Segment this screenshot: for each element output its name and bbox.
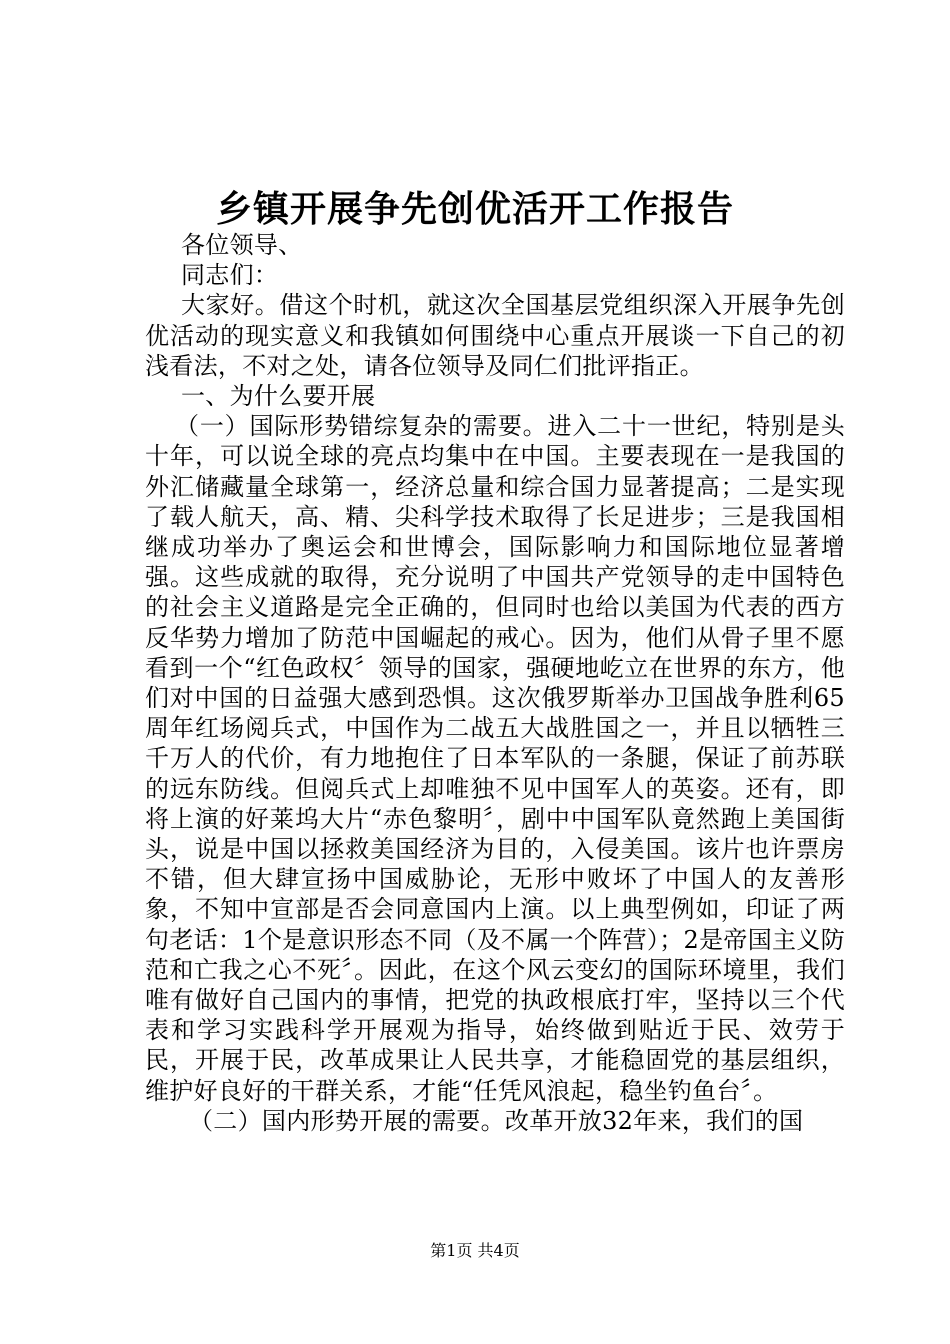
- paragraph-domestic: （二）国内形势开展的需要。改革开放32年来，我们的国: [189, 1106, 804, 1135]
- document-title: 乡镇开展争先创优活开工作报告: [215, 188, 734, 230]
- page-footer: 第1页 共4页: [430, 1241, 520, 1260]
- intro-paragraph: 大家好。借这个时机，就这次全国基层党组织深入开展争先创优活动的现实意义和我镇如何围绕中心重点开展谈一下自己的初浅看法，不对之处，请各位领导及同仁们批评指正。: [145, 291, 845, 380]
- document-body: [145, 230, 845, 1136]
- paragraph-international: （一）国际形势错综复杂的需要。进入二十一世纪，特别是头十年，可以说全球的亮点均集中在中国。主要表现在一是我国的外汇储藏量全球第一，经济总量和综合国力显著提高；二是实现了载人航天，高、精、尖科学技术取得了长足进步；三是我国相继成功举办了奥运会和世博会，国际影响力和国际地位显著增强。这些成就的取得，充分说明了中国共产党领导的走中国特色的社会主义道路是完全正确的，但同时也给以美国为代表的西方反华势力增加了防范中国崛起的戒心。因为，他们从骨子里不愿看到一个“红色政权〞领导的国家，强硬地屹立在世界的东方，他们对中国的日益强大感到恐惧。这次俄罗斯举办卫国战争胜利65周年红场阅兵式，中国作为二战五大战胜国之一，并且以牺牲三千万人的代价，有力地抱住了日本军队的一条腿，保证了前苏联的远东防线。但阅兵式上却唯独不见中国军人的英姿。还有，即将上演的好莱坞大片“赤色黎明〞，剧中中国军队竟然跑上美国街头，说是中国以拯救美国经济为目的，入侵美国。该片也许票房不错，但大肆宣扬中国威胁论，无形中败坏了中国人的友善形象，不知中宣部是否会同意国内上演。以上典型例如，印证了两句老话：1个是意识形态不同（及不属一个阵营）；2是帝国主义防范和亡我之心不死〞。因此，在这个风云变幻的国际环境里，我们唯有做好自己国内的事情，把党的执政根底打牢，坚持以三个代表和学习实践科学开展观为指导，始终做到贴近于民、效劳于民，开展于民，改革成果让人民共享，才能稳固党的基层组织，维护好良好的干群关系，才能“任凭风浪起，稳坐钓鱼台〞。: [145, 412, 845, 1105]
- salutation-comrades: 同志们：: [181, 261, 279, 290]
- section-heading: 一、为什么要开展: [181, 382, 376, 411]
- salutation-leaders: 各位领导、: [181, 231, 303, 259]
